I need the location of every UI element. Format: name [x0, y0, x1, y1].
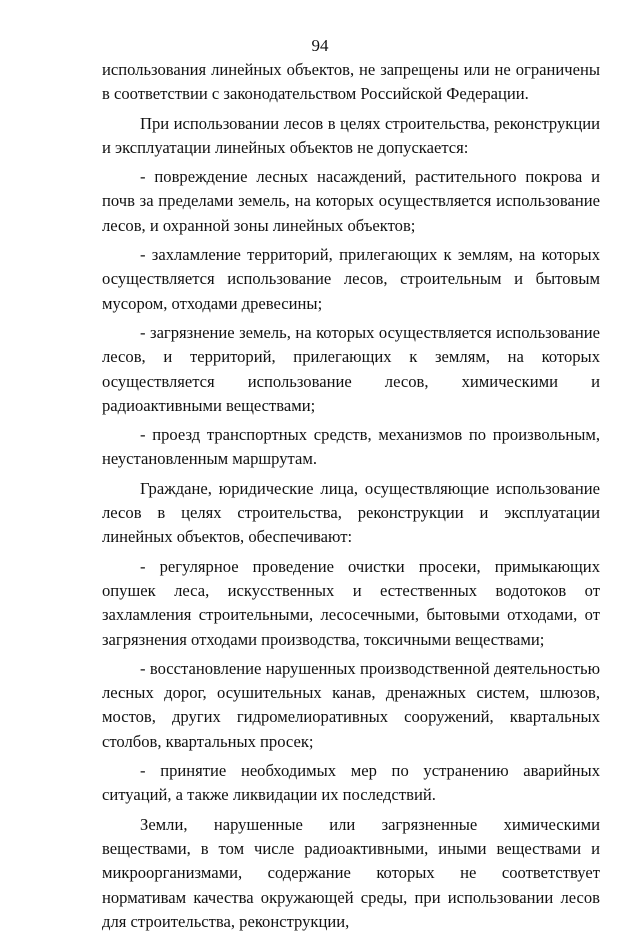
paragraph-continuation: использования линейных объектов, не запрещены или не ограничены в соответствии с законодательством Российской Федерации. — [102, 60, 600, 104]
list-item-damage: - повреждение лесных насаждений, растительного покрова и почв за пределами земель, на которых осуществляется использование лесов, и охранной зоны линейных объектов; — [102, 167, 600, 235]
list-item-emergency-measures: - принятие необходимых мер по устранению аварийных ситуаций, а также ликвидации их последствий. — [102, 761, 600, 805]
list-item-vehicle-routes: - проезд транспортных средств, механизмов по произвольным, неустановленным маршрутам. — [102, 425, 600, 469]
page-number: 94 — [311, 36, 329, 55]
list-item-clearing: - регулярное проведение очистки просеки, примыкающих опушек леса, искусственных и естественных водотоков от захламления строительными, лесосечными, бытовыми отходами, от загрязнения отходами производства, токсичными веществами; — [102, 556, 600, 649]
paragraph-prohibitions-intro: При использовании лесов в целях строительства, реконструкции и эксплуатации линейных объектов не допускается: — [102, 113, 600, 157]
list-item-restoration: - восстановление нарушенных производственной деятельностью лесных дорог, осушительных канав, дренажных систем, шлюзов, мостов, других гидромелиоративных сооружений, квартальных столбов, квартальных просек; — [102, 658, 600, 751]
document-body — [102, 58, 600, 939]
paragraph-disturbed-lands: Земли, нарушенные или загрязненные химическими веществами, в том числе радиоактивными, иными веществами и микроорганизмами, содержание которых не соответствует нормативам качества окружающей среды, при использовании лесов для строительства, реконструкции, — [102, 814, 600, 931]
paragraph-obligations-intro: Граждане, юридические лица, осуществляющие использование лесов в целях строительства, реконструкции и эксплуатации линейных объектов, обеспечивают: — [102, 478, 600, 547]
list-item-pollution: - загрязнение земель, на которых осуществляется использование лесов, и территорий, прилегающих к землям, на которых осуществляется использование лесов, химическими и радиоактивными веществами; — [102, 322, 600, 415]
list-item-littering: - захламление территорий, прилегающих к землям, на которых осуществляется использование лесов, строительным и бытовым мусором, отходами древесины; — [102, 245, 600, 313]
